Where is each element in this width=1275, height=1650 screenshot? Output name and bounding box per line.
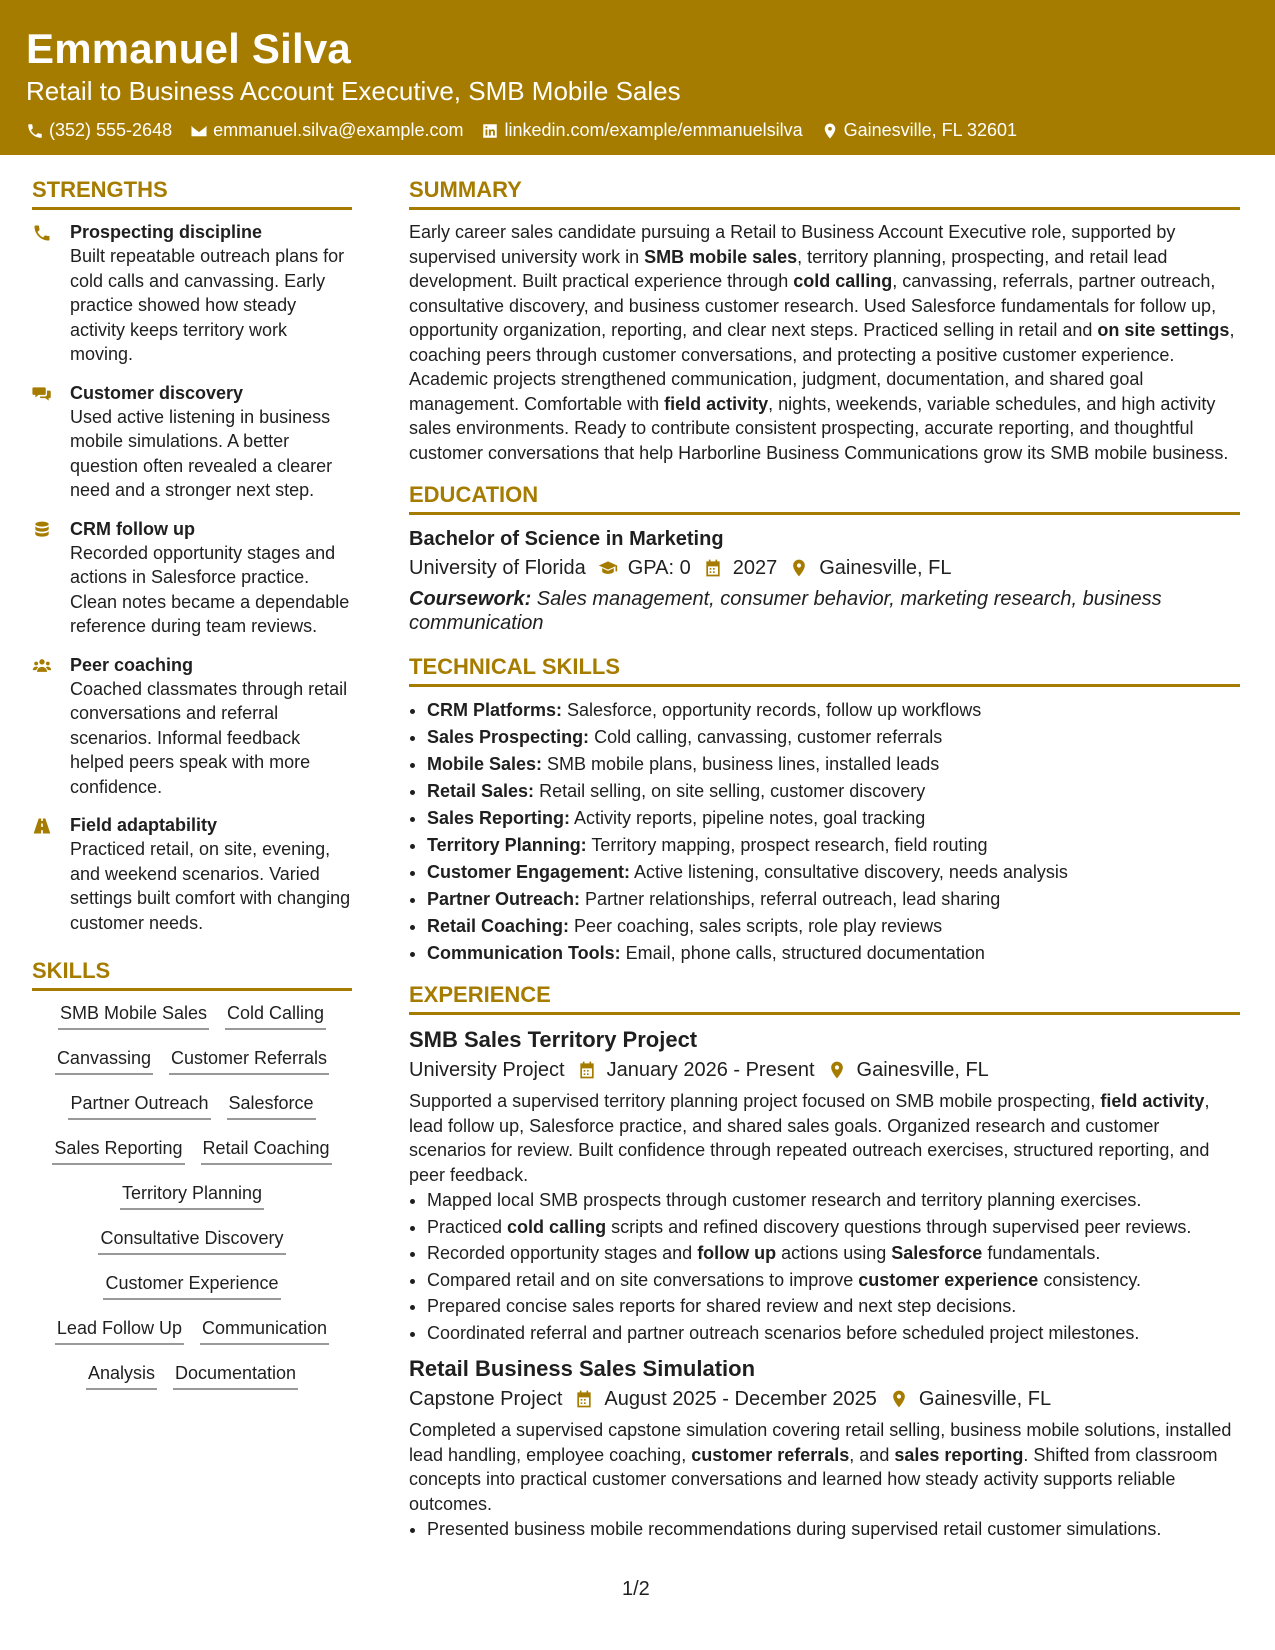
- text-run: Practiced: [427, 1216, 508, 1237]
- text-run: Compared retail and on site conversations to improve: [427, 1269, 859, 1290]
- technical-skill-label: Communication Tools:: [427, 943, 621, 963]
- strength-icon-wrap: [32, 813, 70, 935]
- education-heading: EDUCATION: [409, 481, 1240, 515]
- skill-tag: Partner Outreach: [68, 1091, 210, 1120]
- job-org: Capstone Project: [409, 1388, 563, 1410]
- job-bullet: [427, 1267, 1240, 1294]
- map-marker-icon: [789, 558, 809, 578]
- skill-row: [32, 1271, 352, 1316]
- text-run: , territory planning, prospecting, and retail lead development. Built practical experience through: [409, 246, 1168, 291]
- skills-list: [32, 1001, 352, 1406]
- strength-item: [32, 517, 352, 639]
- gpa-text: GPA: 0: [627, 557, 691, 579]
- coursework-label: Coursework:: [409, 588, 532, 610]
- strength-desc: Practiced retail, on site, evening, and weekend scenarios. Varied settings built comfort with changing customer needs.: [70, 839, 351, 933]
- technical-skill-item: [427, 778, 1240, 805]
- text-run: actions using: [776, 1243, 892, 1263]
- job-bullets: [409, 1187, 1240, 1346]
- technical-skill-value: Email, phone calls, structured documentation: [620, 943, 985, 963]
- education-location: Gainesville, FL: [819, 557, 952, 579]
- job-bullet: [427, 1240, 1240, 1267]
- job-meta: [409, 1384, 1240, 1414]
- job-bullet: [427, 1293, 1240, 1320]
- strength-item: [32, 381, 352, 503]
- bold-text: cold calling: [507, 1216, 607, 1237]
- skill-row: [32, 1226, 352, 1271]
- technical-skill-value: Territory mapping, prospect research, field routing: [586, 835, 988, 855]
- skill-tag: Customer Referrals: [169, 1046, 329, 1075]
- text-run: fundamentals.: [982, 1243, 1101, 1263]
- strength-item: [32, 653, 352, 800]
- technical-skill-label: Mobile Sales:: [427, 754, 543, 774]
- technical-skill-item: [427, 724, 1240, 751]
- technical-skill-value: SMB mobile plans, business lines, installed leads: [542, 754, 940, 774]
- text-run: Prepared concise sales reports for shared review and next step decisions.: [427, 1296, 1017, 1316]
- strength-desc: Built repeatable outreach plans for cold calls and canvassing. Early practice showed how steady activity keeps territory work moving.: [70, 246, 345, 364]
- skill-tag: Consultative Discovery: [98, 1226, 285, 1255]
- experience-heading: EXPERIENCE: [409, 981, 1240, 1015]
- technical-skill-label: CRM Platforms:: [427, 700, 563, 720]
- bold-text: on site settings: [1097, 320, 1230, 340]
- bold-text: SMB mobile sales: [644, 246, 798, 267]
- contact-email[interactable]: [190, 120, 463, 141]
- technical-skill-item: [427, 913, 1240, 940]
- skill-row: [32, 1001, 352, 1046]
- experience-list: [409, 1025, 1240, 1543]
- database-icon: [32, 520, 52, 540]
- skill-tag: Customer Experience: [103, 1271, 280, 1300]
- job-dates: January 2026 - Present: [606, 1059, 815, 1081]
- linkedin-link[interactable]: linkedin.com/example/emmanuelsilva: [504, 120, 803, 140]
- phone-text: (352) 555-2648: [49, 120, 173, 140]
- skill-row: [32, 1091, 352, 1136]
- text-run: Supported a supervised territory planning project focused on SMB mobile prospecting,: [409, 1091, 1101, 1111]
- text-run: Early career sales candidate pursuing a Retail to Business Account Executive role, supported by supervised university work in: [409, 222, 1176, 267]
- calendar-icon: [577, 1060, 597, 1080]
- linkedin-icon: [481, 122, 499, 140]
- comments-icon: [32, 384, 52, 404]
- technical-skills-heading: TECHNICAL SKILLS: [409, 653, 1240, 687]
- experience-entry: [409, 1354, 1240, 1543]
- strength-body: [70, 517, 352, 639]
- coursework-text: Sales management, consumer behavior, marketing research, business communication: [409, 588, 1162, 634]
- strength-icon-wrap: [32, 220, 70, 367]
- strength-desc: Coached classmates through retail conversations and referral scenarios. Informal feedback helped peers speak with more confidence.: [70, 678, 348, 797]
- job-org: University Project: [409, 1059, 565, 1081]
- skill-tag: Territory Planning: [120, 1181, 264, 1210]
- strength-title: Peer coaching: [70, 654, 194, 675]
- strength-body: [70, 381, 352, 503]
- text-run: consistency.: [1038, 1269, 1142, 1290]
- envelope-icon: [190, 122, 208, 140]
- page-number: 1/2: [622, 1578, 650, 1600]
- job-description: [409, 1418, 1240, 1516]
- technical-skill-label: Retail Sales:: [427, 781, 535, 801]
- bold-text: customer experience: [858, 1269, 1039, 1290]
- text-run: , coaching peers through customer conversations, and protecting a positive customer experience. Academic projects strengthened communication, judgment, documentation, and shared goal management. Comfortable with: [409, 320, 1235, 414]
- technical-skill-label: Territory Planning:: [427, 835, 587, 855]
- email-link[interactable]: emmanuel.silva@example.com: [213, 120, 464, 140]
- text-run: , canvassing, referrals, partner outreach, consultative discovery, and business customer research. Used Salesforce fundamentals for follow up, opportunity organization, reporting, and clear next steps. Practiced selling in retail and: [409, 271, 1217, 340]
- text-run: scripts and refined discovery questions through supervised peer reviews.: [606, 1216, 1192, 1237]
- technical-skill-value: Partner relationships, referral outreach, lead sharing: [580, 889, 1001, 909]
- strength-title: Customer discovery: [70, 382, 244, 403]
- job-bullet: [427, 1187, 1240, 1214]
- technical-skill-item: [427, 886, 1240, 913]
- text-run: . Shifted from classroom concepts into practical customer conversations and learned how steady activity supports reliable outcomes.: [409, 1444, 1218, 1514]
- calendar-icon: [574, 1389, 594, 1409]
- map-marker-icon: [827, 1060, 847, 1080]
- graduation-year: 2027: [732, 557, 778, 579]
- road-icon: [32, 816, 52, 836]
- strength-desc: Used active listening in business mobile simulations. A better question often revealed a clearer need and a stronger next step.: [70, 406, 333, 500]
- skill-tag: Retail Coaching: [201, 1136, 332, 1165]
- location-text: Gainesville, FL 32601: [843, 120, 1018, 140]
- technical-skill-item: [427, 805, 1240, 832]
- strength-icon-wrap: [32, 653, 70, 800]
- graduation-cap-icon: [598, 558, 618, 578]
- summary-text: [409, 220, 1240, 465]
- technical-skill-label: Sales Prospecting:: [427, 727, 590, 747]
- bold-text: cold calling: [793, 271, 893, 291]
- technical-skill-value: Cold calling, canvassing, customer referrals: [589, 727, 943, 747]
- skill-row: [32, 1136, 352, 1181]
- job-location: Gainesville, FL: [856, 1059, 989, 1081]
- job-dates: August 2025 - December 2025: [604, 1388, 877, 1410]
- bold-text: follow up: [697, 1243, 777, 1263]
- text-run: , lead follow up, Salesforce practice, and shared sales goals. Organized research and customer scenarios for review. Built confidence through repeated outreach exercises, structured reporting, and peer feedback.: [409, 1091, 1210, 1185]
- bold-text: field activity: [664, 393, 769, 414]
- technical-skill-value: Retail selling, on site selling, customer discovery: [534, 781, 926, 801]
- job-meta: [409, 1055, 1240, 1085]
- text-run: Coordinated referral and partner outreach scenarios before scheduled project milestones.: [427, 1322, 1140, 1343]
- strength-body: [70, 653, 352, 800]
- phone-icon: [32, 223, 52, 243]
- calendar-icon: [703, 558, 723, 578]
- skill-tag: Cold Calling: [225, 1001, 326, 1030]
- strengths-heading: STRENGTHS: [32, 176, 352, 210]
- strength-body: [70, 220, 352, 367]
- job-description: [409, 1089, 1240, 1187]
- technical-skill-item: [427, 751, 1240, 778]
- candidate-name: Emmanuel Silva: [26, 25, 351, 72]
- experience-entry: [409, 1025, 1240, 1346]
- skill-tag: SMB Mobile Sales: [58, 1001, 209, 1030]
- text-run: , and: [849, 1444, 895, 1465]
- bold-text: customer referrals: [691, 1444, 850, 1465]
- skill-tag: Analysis: [86, 1361, 157, 1390]
- technical-skill-value: Peer coaching, sales scripts, role play reviews: [569, 916, 943, 936]
- strength-desc: Recorded opportunity stages and actions in Salesforce practice. Clean notes became a dependable reference during team reviews.: [70, 542, 350, 636]
- map-marker-icon: [821, 122, 839, 140]
- skill-row: [32, 1316, 352, 1361]
- phone-icon: [26, 122, 44, 140]
- strength-item: [32, 220, 352, 367]
- contact-bar: [26, 120, 1249, 141]
- strength-title: CRM follow up: [70, 518, 195, 539]
- text-run: , nights, weekends, variable schedules, and high activity sales environments. Ready to contribute consistent prospecting, accurate reporting, and thoughtful customer conversations that help Harborline Business Communications grow its SMB mobile business.: [409, 393, 1229, 463]
- text-run: Presented business mobile recommendations during supervised retail customer simulations.: [427, 1519, 1162, 1539]
- skill-row: [32, 1181, 352, 1226]
- skill-tag: Communication: [200, 1316, 329, 1345]
- left-column: [32, 176, 352, 1406]
- technical-skill-item: [427, 697, 1240, 724]
- strength-icon-wrap: [32, 381, 70, 503]
- text-run: Mapped local SMB prospects through customer research and territory planning exercises.: [427, 1190, 1142, 1210]
- strength-icon-wrap: [32, 517, 70, 639]
- strengths-list: [32, 220, 352, 935]
- bold-text: Salesforce: [891, 1243, 983, 1263]
- text-run: Completed a supervised capstone simulation covering retail selling, business mobile solutions, installed lead handling, employee coaching,: [409, 1420, 1232, 1465]
- job-title: SMB Sales Territory Project: [409, 1027, 698, 1052]
- skill-tag: Salesforce: [227, 1091, 316, 1120]
- technical-skill-value: Active listening, consultative discovery, needs analysis: [630, 862, 1068, 882]
- technical-skill-label: Customer Engagement:: [427, 862, 631, 882]
- technical-skill-value: Activity reports, pipeline notes, goal tracking: [570, 808, 926, 828]
- contact-linkedin[interactable]: [481, 120, 802, 141]
- technical-skill-label: Partner Outreach:: [427, 889, 581, 909]
- job-bullet: [427, 1320, 1240, 1347]
- job-title: Retail Business Sales Simulation: [409, 1356, 756, 1381]
- skill-tag: Canvassing: [55, 1046, 153, 1075]
- bold-text: field activity: [1100, 1091, 1205, 1111]
- text-run: Recorded opportunity stages and: [427, 1243, 698, 1263]
- skill-row: [32, 1361, 352, 1406]
- technical-skill-value: Salesforce, opportunity records, follow up workflows: [562, 700, 982, 720]
- bold-text: sales reporting: [894, 1444, 1024, 1465]
- skill-tag: Documentation: [173, 1361, 298, 1390]
- strength-title: Prospecting discipline: [70, 222, 263, 242]
- summary-heading: SUMMARY: [409, 176, 1240, 210]
- degree-title: Bachelor of Science in Marketing: [409, 528, 724, 550]
- education-meta: [409, 553, 1240, 583]
- technical-skill-item: [427, 859, 1240, 886]
- strength-body: [70, 813, 352, 935]
- coursework: [409, 587, 1240, 635]
- map-marker-icon: [889, 1389, 909, 1409]
- skills-heading: SKILLS: [32, 957, 352, 991]
- technical-skill-item: [427, 832, 1240, 859]
- contact-location: [821, 120, 1017, 141]
- job-bullet: [427, 1214, 1240, 1241]
- job-location: Gainesville, FL: [918, 1388, 1052, 1410]
- users-icon: [32, 656, 52, 676]
- technical-skill-item: [427, 940, 1240, 967]
- job-bullets: [409, 1516, 1240, 1543]
- candidate-title: Retail to Business Account Executive, SMB Mobile Sales: [26, 76, 681, 106]
- contact-phone: [26, 120, 172, 141]
- job-bullet: [427, 1516, 1240, 1543]
- right-column: [409, 176, 1240, 1543]
- technical-skill-label: Retail Coaching:: [427, 916, 570, 936]
- technical-skill-label: Sales Reporting:: [427, 808, 571, 828]
- skill-row: [32, 1046, 352, 1091]
- strength-title: Field adaptability: [70, 815, 218, 835]
- school-name: University of Florida: [409, 557, 586, 579]
- resume-header: [0, 0, 1275, 155]
- strength-item: [32, 813, 352, 935]
- skill-tag: Sales Reporting: [52, 1136, 184, 1165]
- skill-tag: Lead Follow Up: [55, 1316, 184, 1345]
- technical-skills-list: [409, 697, 1240, 967]
